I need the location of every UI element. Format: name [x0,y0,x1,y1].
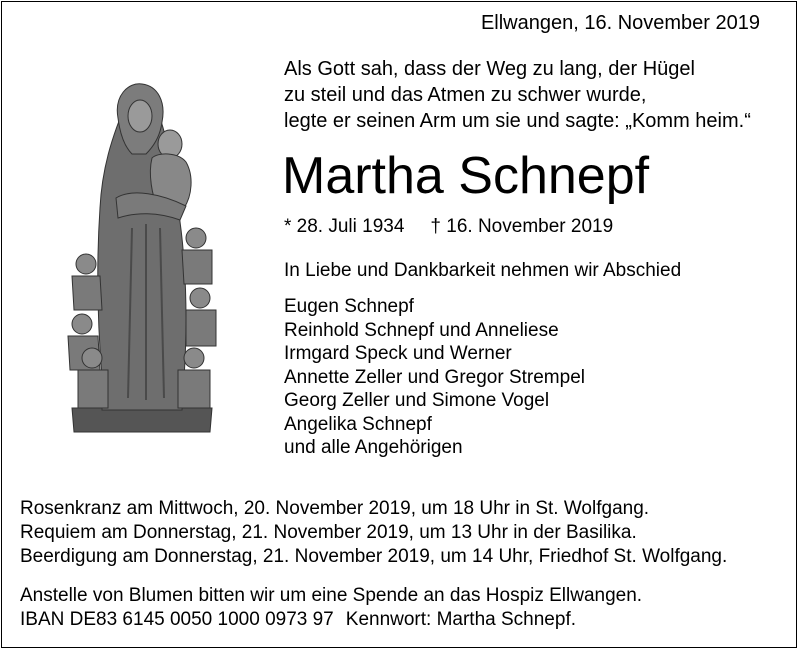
poem [284,56,784,134]
donation-keyword: Kennwort: Martha Schnepf. [345,609,577,630]
donation-text: Anstelle von Blumen bitten wir um eine Spende an das Hospiz Ellwangen. [20,585,643,606]
deceased-name: Martha Schnepf [282,147,650,205]
mourner: Angelika Schnepf [284,413,432,435]
madonna-statue-icon [62,78,222,434]
death-date: † 16. November 2019 [430,216,614,237]
birth-date: * 28. Juli 1934 [284,216,405,237]
donation-request [20,584,790,632]
service-rosary: Rosenkranz am Mittwoch, 20. November 2019, um 18 Uhr in St. Wolfgang. [20,498,650,519]
place-and-date: Ellwangen, 16. November 2019 [480,12,760,34]
iban: IBAN DE83 6145 0050 1000 0973 97 [20,609,334,630]
poem-line: zu steil und das Atmen zu schwer wurde, [284,84,647,106]
service-burial: Beerdigung am Donnerstag, 21. November 2019, um 14 Uhr, Friedhof St. Wolfgang. [20,546,728,567]
mourner: Irmgard Speck und Werner [284,343,512,364]
mourner: Annette Zeller und Gregor Strempel [284,366,585,388]
mourner: Eugen Schnepf [284,296,414,317]
poem-line: Als Gott sah, dass der Weg zu lang, der Hügel [284,58,695,80]
poem-line: legte er seinen Arm um sie und sagte: „Komm heim.“ [284,110,751,132]
mourner: Reinhold Schnepf und Anneliese [284,319,559,341]
service-requiem: Requiem am Donnerstag, 21. November 2019, um 13 Uhr in der Basilika. [20,522,637,543]
mourner: Georg Zeller und Simone Vogel [284,390,550,411]
farewell-line: In Liebe und Dankbarkeit nehmen wir Abschied [284,260,682,281]
mourner: und alle Angehörigen [284,437,463,458]
mourners-list [284,295,585,460]
service-schedule [20,497,790,569]
life-dates [284,216,613,238]
bank-details [20,608,790,632]
